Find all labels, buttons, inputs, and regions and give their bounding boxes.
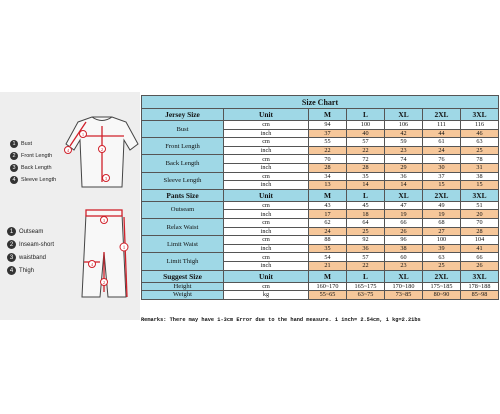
size-chart-table <box>141 95 499 300</box>
unit-cell: cm <box>224 282 309 291</box>
row-label: Limit Thigh <box>142 253 224 270</box>
value-cell: 17 <box>309 210 347 219</box>
value-cell: 22 <box>347 146 385 155</box>
value-cell: 104 <box>461 236 499 245</box>
section-header: Jersey Size <box>142 109 224 121</box>
row-label: Front Length <box>142 138 224 155</box>
value-cell: 26 <box>461 261 499 270</box>
legend-label: Inseam-short <box>19 241 55 248</box>
value-cell: 37 <box>309 129 347 138</box>
legend-item <box>7 238 54 251</box>
legend-label: Bust <box>21 141 33 147</box>
value-cell: 96 <box>385 236 423 245</box>
size-chart-body <box>142 96 499 300</box>
jersey-illustration <box>0 92 140 320</box>
unit-cell: inch <box>224 227 309 236</box>
size-header: 3XL <box>461 189 499 201</box>
value-cell: 38 <box>461 172 499 181</box>
value-cell: 100 <box>423 236 461 245</box>
value-cell: 19 <box>385 210 423 219</box>
value-cell: 22 <box>309 146 347 155</box>
size-header: XL <box>385 189 423 201</box>
value-cell: 34 <box>309 172 347 181</box>
legend-item <box>10 174 56 186</box>
value-cell: 15 <box>461 181 499 190</box>
unit-cell: inch <box>224 181 309 190</box>
value-cell: 63 <box>423 253 461 262</box>
value-cell: 25 <box>461 146 499 155</box>
size-header: L <box>347 109 385 121</box>
shorts-drawing <box>82 210 128 297</box>
chart-title: Size Chart <box>142 96 499 109</box>
value-cell: 23 <box>385 146 423 155</box>
unit-header: Unit <box>224 109 309 121</box>
number-badge: 4 <box>10 176 18 184</box>
unit-cell: cm <box>224 253 309 262</box>
legend-label: Sleeve Length <box>21 177 57 183</box>
legend-label: Thigh <box>19 267 35 274</box>
unit-cell: inch <box>224 163 309 172</box>
value-cell: 57 <box>347 253 385 262</box>
table-row <box>142 172 499 181</box>
value-cell: 68 <box>423 218 461 227</box>
size-header: XL <box>385 270 423 282</box>
value-cell: 18 <box>347 210 385 219</box>
row-label: Bust <box>142 121 224 138</box>
value-cell: 106 <box>385 121 423 130</box>
value-cell: 28 <box>461 227 499 236</box>
value-cell: 51 <box>461 201 499 210</box>
value-cell: 70 <box>461 218 499 227</box>
value-cell: 31 <box>461 163 499 172</box>
unit-cell: inch <box>224 244 309 253</box>
svg-text:2: 2 <box>102 280 106 285</box>
value-cell: 35 <box>347 172 385 181</box>
value-cell: 45 <box>347 201 385 210</box>
value-cell: 20 <box>461 210 499 219</box>
row-label: Back Length <box>142 155 224 172</box>
value-cell: 178~188 <box>461 282 499 291</box>
value-cell: 72 <box>347 155 385 164</box>
unit-cell: cm <box>224 121 309 130</box>
value-cell: 23 <box>385 261 423 270</box>
size-header: 3XL <box>461 109 499 121</box>
table-row <box>142 291 499 300</box>
table-row <box>142 201 499 210</box>
unit-cell: kg <box>224 291 309 300</box>
value-cell: 46 <box>461 129 499 138</box>
number-badge: 3 <box>10 164 18 172</box>
legend-label: Back Length <box>21 165 52 171</box>
value-cell: 60 <box>385 253 423 262</box>
section-header-row <box>142 109 499 121</box>
jersey-drawing <box>65 117 139 187</box>
number-badge: 2 <box>7 240 16 249</box>
value-cell: 41 <box>461 244 499 253</box>
value-cell: 39 <box>423 244 461 253</box>
value-cell: 21 <box>309 261 347 270</box>
value-cell: 64 <box>347 218 385 227</box>
value-cell: 25 <box>347 227 385 236</box>
value-cell: 28 <box>309 163 347 172</box>
value-cell: 14 <box>385 181 423 190</box>
size-header: M <box>309 270 347 282</box>
shorts-legend <box>7 225 54 277</box>
size-header: XL <box>385 109 423 121</box>
value-cell: 42 <box>385 129 423 138</box>
table-row <box>142 218 499 227</box>
value-cell: 78 <box>461 155 499 164</box>
table-row <box>142 282 499 291</box>
value-cell: 15 <box>423 181 461 190</box>
unit-cell: cm <box>224 201 309 210</box>
unit-cell: inch <box>224 210 309 219</box>
legend-item <box>10 138 56 150</box>
unit-cell: cm <box>224 236 309 245</box>
section-header: Pants Size <box>142 189 224 201</box>
svg-text:4: 4 <box>66 148 70 153</box>
value-cell: 27 <box>423 227 461 236</box>
section-header-row <box>142 270 499 282</box>
value-cell: 62 <box>309 218 347 227</box>
table-row <box>142 121 499 130</box>
size-header: 2XL <box>423 270 461 282</box>
row-label: Height <box>142 282 224 291</box>
value-cell: 111 <box>423 121 461 130</box>
value-cell: 28 <box>347 163 385 172</box>
value-cell: 24 <box>309 227 347 236</box>
svg-text:3: 3 <box>102 218 106 223</box>
value-cell: 37 <box>423 172 461 181</box>
value-cell: 59 <box>385 138 423 147</box>
value-cell: 13 <box>309 181 347 190</box>
value-cell: 170~180 <box>385 282 423 291</box>
value-cell: 160~170 <box>309 282 347 291</box>
row-label: Limit Waist <box>142 236 224 253</box>
legend-item <box>7 225 54 238</box>
row-label: Outseam <box>142 201 224 218</box>
value-cell: 80~90 <box>423 291 461 300</box>
svg-text:1: 1 <box>81 132 85 137</box>
number-badge: 4 <box>7 266 16 275</box>
table-row <box>142 155 499 164</box>
unit-header: Unit <box>224 189 309 201</box>
size-header: M <box>309 189 347 201</box>
legend-label: waistband <box>19 254 47 261</box>
legend-item <box>7 251 54 264</box>
number-badge: 3 <box>7 253 16 262</box>
value-cell: 70 <box>309 155 347 164</box>
number-badge: 2 <box>10 152 18 160</box>
value-cell: 14 <box>347 181 385 190</box>
value-cell: 55 <box>309 138 347 147</box>
unit-cell: inch <box>224 261 309 270</box>
value-cell: 66 <box>385 218 423 227</box>
value-cell: 73~85 <box>385 291 423 300</box>
jersey-legend <box>10 138 56 186</box>
value-cell: 30 <box>423 163 461 172</box>
value-cell: 47 <box>385 201 423 210</box>
table-row <box>142 138 499 147</box>
value-cell: 92 <box>347 236 385 245</box>
value-cell: 165~175 <box>347 282 385 291</box>
svg-text:1: 1 <box>122 246 126 251</box>
value-cell: 26 <box>385 227 423 236</box>
legend-item <box>7 264 54 277</box>
unit-cell: cm <box>224 172 309 181</box>
size-chart <box>141 95 498 322</box>
unit-cell: cm <box>224 138 309 147</box>
measurement-guide-panel <box>0 92 140 320</box>
value-cell: 61 <box>423 138 461 147</box>
value-cell: 175~185 <box>423 282 461 291</box>
value-cell: 94 <box>309 121 347 130</box>
value-cell: 22 <box>347 261 385 270</box>
value-cell: 54 <box>309 253 347 262</box>
unit-header: Unit <box>224 270 309 282</box>
value-cell: 25 <box>423 261 461 270</box>
legend-label: Front Length <box>21 153 53 159</box>
legend-item <box>10 162 56 174</box>
table-row <box>142 253 499 262</box>
unit-cell: cm <box>224 218 309 227</box>
row-label: Weight <box>142 291 224 300</box>
value-cell: 44 <box>423 129 461 138</box>
value-cell: 36 <box>347 244 385 253</box>
title-row <box>142 96 499 109</box>
value-cell: 40 <box>347 129 385 138</box>
number-badge: 1 <box>7 227 16 236</box>
value-cell: 66 <box>461 253 499 262</box>
size-header: M <box>309 109 347 121</box>
value-cell: 116 <box>461 121 499 130</box>
svg-text:2: 2 <box>100 147 104 152</box>
number-badge: 1 <box>10 140 18 148</box>
value-cell: 63 <box>461 138 499 147</box>
size-header: L <box>347 189 385 201</box>
value-cell: 49 <box>423 201 461 210</box>
value-cell: 19 <box>423 210 461 219</box>
value-cell: 55~65 <box>309 291 347 300</box>
unit-cell: cm <box>224 155 309 164</box>
legend-item <box>10 150 56 162</box>
value-cell: 88 <box>309 236 347 245</box>
value-cell: 43 <box>309 201 347 210</box>
table-row <box>142 236 499 245</box>
section-header-row <box>142 189 499 201</box>
value-cell: 76 <box>423 155 461 164</box>
value-cell: 63~75 <box>347 291 385 300</box>
section-header: Suggest Size <box>142 270 224 282</box>
value-cell: 38 <box>385 244 423 253</box>
size-header: L <box>347 270 385 282</box>
size-header: 2XL <box>423 189 461 201</box>
value-cell: 57 <box>347 138 385 147</box>
value-cell: 29 <box>385 163 423 172</box>
size-header: 3XL <box>461 270 499 282</box>
svg-text:4: 4 <box>90 262 94 267</box>
value-cell: 100 <box>347 121 385 130</box>
unit-cell: inch <box>224 146 309 155</box>
legend-label: Outseam <box>19 228 44 235</box>
value-cell: 36 <box>385 172 423 181</box>
row-label: Sleeve Length <box>142 172 224 189</box>
unit-cell: inch <box>224 129 309 138</box>
value-cell: 35 <box>309 244 347 253</box>
svg-text:3: 3 <box>104 176 108 181</box>
remarks-text: Remarks: There may have 1-3cm Error due to the hand measure. 1 inch= 2.54cm, 1 kg=2.21bs <box>141 317 421 323</box>
row-label: Relax Waist <box>142 218 224 235</box>
value-cell: 74 <box>385 155 423 164</box>
size-header: 2XL <box>423 109 461 121</box>
value-cell: 85~98 <box>461 291 499 300</box>
value-cell: 24 <box>423 146 461 155</box>
